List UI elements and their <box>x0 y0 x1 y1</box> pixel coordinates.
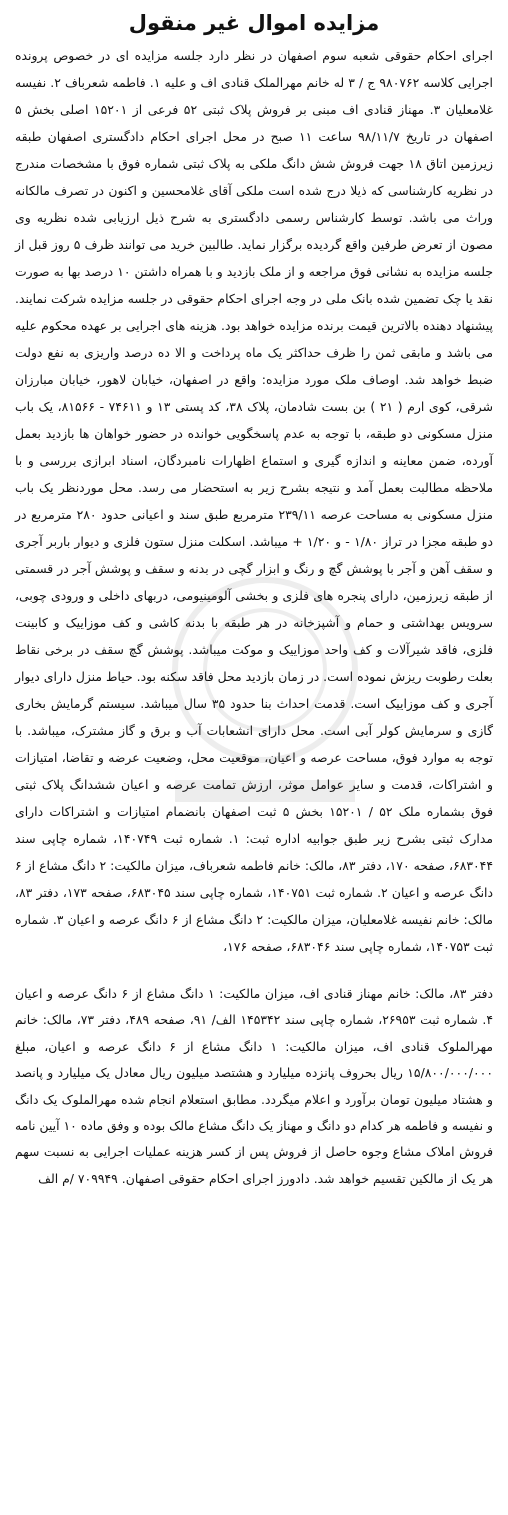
notice-paragraph-main: اجرای احکام حقوقی شعبه سوم اصفهان در نظر دارد جلسه مزایده ای در خصوص پرونده اجرایی کلاسه ۹۸۰۷۶۲ ج / ۳ له خانم مهرالملک قنادی اف و علیه ۱. فاطمه شعرباف ۲. نفیسه غلامعلیان ۳. مهناز قنادی اف مبنی بر فروش پلاک ثبتی ۵۲ فرعی از ۱۵۲۰۱ اصلی بخش ۵ اصفهان در تاریخ ۹۸/۱۱/۷ ساعت ۱۱ صبح در محل اجرای احکام دادگستری اصفهان طبقه زیرزمین اتاق ۱۸ جهت فروش شش دانگ ملکی به پلاک ثبتی شماره فوق با مشخصات مندرج در نظریه کارشناسی که ذیلا درج شده است ملکی آقای غلامحسین و اکنون در تصرف مالکانه وراث می باشد. توسط کارشناس رسمی دادگستری به شرح ذیل ارزیابی شده نظریه وی مصون از تعرض طرفین واقع گردیده برگزار نماید. طالبین خرید می توانند ظرف ۵ روز قبل از جلسه مزایده به نشانی فوق مراجعه و از ملک بازدید و با همراه داشتن ۱۰ درصد بها به صورت نقد یا چک تضمین شده بانک ملی در وجه اجرای احکام حقوقی در جلسه مزایده شرکت نمایند. پیشنهاد دهنده بالاترین قیمت برنده مزایده خواهد بود. هزینه های اجرایی بر عهده محکوم علیه می باشد و مابقی ثمن را ظرف حداکثر یک ماه پرداخت و الا ده درصد واریزی به نفع دولت ضبط خواهد شد. اوصاف ملک مورد مزایده: واقع در اصفهان، خیابان لاهور، خیابان مبارزان شرقی، کوی ارم ( ۲۱ ) بن بست شادمان، پلاک ۳۸، کد پستی ۱۳ و ۷۴۶۱۱ - ۸۱۵۶۶، یک باب منزل مسکونی دو طبقه، با توجه به عدم پاسخگویی خوانده در حضور خواهان ها بازدید بعمل آورده، ضمن معاینه و اندازه گیری و استماع اظهارات نامبردگان، اسناد ابرازی بررسی و با ملاحظه مطالبت بعمل آمد و نتیجه بشرح زیر به استحضار می رسد. محل موردنظر یک باب منزل مسکونی به مساحت عرصه ۲۳۹/۱۱ مترمربع طبق سند و اعیانی حدود ۲۸۰ مترمربع در دو طبقه مجزا در تراز ۱/۸۰ - و ۱/۲۰ + میباشد. اسکلت منزل ستون فلزی و دیوار باربر آجری و سقف آهن و آجر با پوشش گچ و رنگ و ابزار گچی در بدنه و سقف و پوشش آجر در قسمتی از طبقه زیرزمین، دارای پنجره های فلزی و بخشی آلومینیومی، دربهای داخلی و ورودی چوبی، سرویس بهداشتی و حمام و آشپزخانه در هر طبقه با بدنه کاشی و کف موزاییک و کابینت فلزی، فاقد شیرآلات و کف واحد موزاییک و موکت میباشد. پوشش گچ سقف در برخی نقاط بعلت رطوبت ریزش نموده است. در زمان بازدید محل فاقد سکنه بود. حیاط منزل دارای دیوار آجری و کف موزاییک است. قدمت احداث بنا حدود ۳۵ سال میباشد. سیستم گرمایش بخاری گازی و سرمایش کولر آبی است. محل دارای انشعابات آب و برق و گاز مشترک، میباشد. با توجه به موارد فوق، مساحت عرصه و اعیان، موقعیت محل، وضعیت عرضه و تقاضا، امتیازات و اشتراکات، قدمت و سایر عوامل موثر، ارزش تمامت عرصه و اعیان ششدانگ پلاک ثبتی فوق بشماره ملک ۵۲ / ۱۵۲۰۱ بخش ۵ ثبت اصفهان بانضمام امتیازات و اشتراکات دارای مدارک ثبتی بشرح زیر طبق جوابیه اداره ثبت: ۱. شماره ثبت ۱۴۰۷۴۹، شماره چاپی سند ۶۸۳۰۴۴، صفحه ۱۷۰، دفتر ۸۳، مالک: خانم فاطمه شعرباف، میزان مالکیت: ۲ دانگ مشاع از ۶ دانگ عرصه و اعیان ۲. شماره ثبت ۱۴۰۷۵۱، شماره چاپی سند ۶۸۳۰۴۵، صفحه ۱۷۳، دفتر ۸۳، مالک: خانم نفیسه غلامعلیان، میزان مالکیت: ۲ دانگ مشاع از ۶ دانگ عرصه و اعیان ۳. شماره ثبت ۱۴۰۷۵۳، شماره چاپی سند ۶۸۳۰۴۶، صفحه ۱۷۶، <box>15 48 494 954</box>
page-title: مزایده اموال غیر منقول <box>128 11 380 35</box>
notice-paragraph-continued: دفتر ۸۳، مالک: خانم مهناز قنادی اف، میزان مالکیت: ۱ دانگ مشاع از ۶ دانگ عرصه و اعیان ۴. شماره ثبت ۲۶۹۵۳، شماره چاپی سند ۱۴۵۳۴۲ الف/ ۹۱، صفحه ۴۸۹، دفتر ۷۳، مالک: خانم مهرالملوک قنادی اف، میزان مالکیت: ۱ دانگ مشاع از ۶ دانگ عرصه و اعیان، مبلغ ۱۵/۸۰۰/۰۰۰/۰۰۰ ریال بحروف پانزده میلیارد و هشتصد میلیون ریال معادل یک میلیارد و پانصد و هشتاد میلیون تومان برآورد و اعلام میگردد. مطابق استعلام انجام شده مهرالملوک یک دانگ و نفیسه و فاطمه هر کدام دو دانگ و مهناز یک دانگ مشاع مالک بوده و وفق ماده ۱۰ آیین نامه فروش املاک مشاع وجوه حاصل از فروش پس از کسر هزینه عملیات اجرایی به نسبت سهم هر یک از مالکین تقسیم خواهد شد. دادورز اجرای احکام حقوقی اصفهان. ۷۰۹۹۴۹ /م الف <box>15 986 493 1186</box>
column-break <box>15 960 493 981</box>
